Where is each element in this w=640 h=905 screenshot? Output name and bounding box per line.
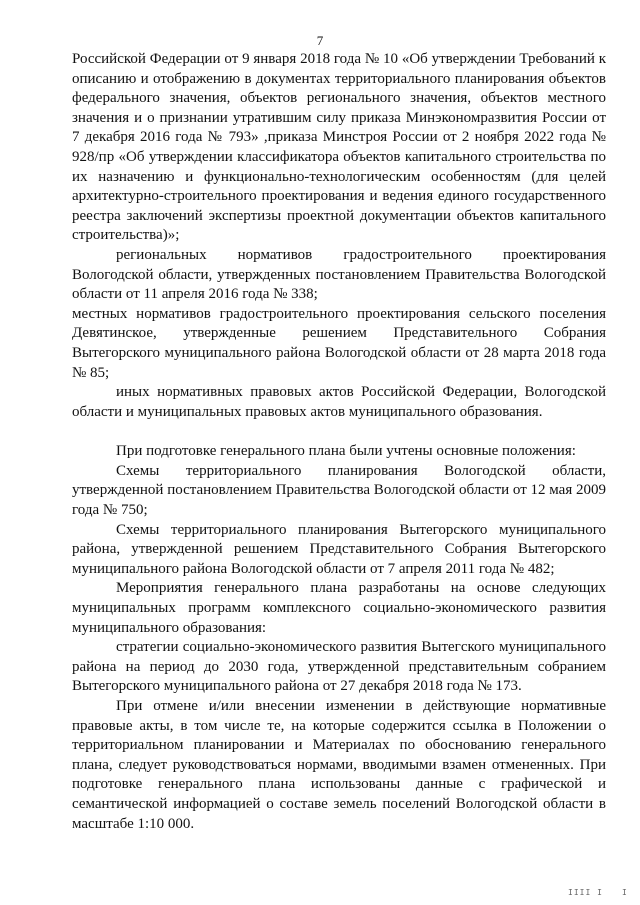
page-number: 7 <box>316 33 324 48</box>
paragraph-other-acts: иных нормативных правовых актов Российской Федерации, Вологодской области и муниципальных правовых актов муниципального образования. <box>72 384 606 420</box>
paragraph-district-scheme: Схемы территориального планирования Вытегорского муниципального района, утвержденной решением Представительного Собрания Вытегорского муниципального района Вологодской области от 7 апреля 2011 года № 482; <box>72 521 606 577</box>
scan-mark-right: I <box>622 888 628 897</box>
scan-mark-left: IIII I <box>568 888 603 897</box>
document-body <box>72 50 606 834</box>
paragraph-measures: Мероприятия генерального плана разработаны на основе следующих муниципальных программ комплексного социально-экономического развития муниципального образования: <box>72 580 606 636</box>
paragraph-basic-provisions: При подготовке генерального плана были учтены основные положения: <box>116 443 576 460</box>
paragraph-regional-standards: региональных нормативов градостроительного проектирования Вологодской области, утвержденных постановлением Правительства Вологодской области от 11 апреля 2016 года № 338; <box>72 246 606 303</box>
paragraph-strategy: стратегии социально-экономического развития Вытегского муниципального района на период до 2030 года, утвержденной представительным собранием Вытегорского муниципального района от 27 декабря 2018 года № 173. <box>72 639 606 695</box>
paragraph-local-standards: местных нормативов градостроительного проектирования сельского поселения Девятинское, утвержденные решением Представительного Собрания Вытегорского муниципального района Вологодской области от 28 марта 2018 года № 85; <box>72 305 606 381</box>
paragraph-regional-scheme: Схемы территориального планирования Вологодской области, утвержденной постановлением Правительства Вологодской области от 12 мая 2009 года № 750; <box>72 462 606 519</box>
paragraph-amendments: При отмене и/или внесении изменении в действующие нормативные правовые акты, в том числе те, на которые содержится ссылка в Положении о территориальном планировании и Материалах по обоснованию генерального плана, следует руководствоваться нормами, вводимыми взамен отмененных. При подготовке генерального плана использованы данные с графической и семантической информацией о составе земель поселений Вологодской области в масштабе 1:10 000. <box>72 698 606 832</box>
paragraph-legal-references: Российской Федерации от 9 января 2018 года № 10 «Об утверждении Требований к описанию и отображению в документах территориального планирования объектов федерального значения, объектов регионального значения, объектов местного значения и о признании утратившим силу приказа Минэкономразвития России от 7 декабря 2016 года № 793» ,приказа Минстроя России от 2 ноября 2022 года № 928/пр «Об утверждении классификатора объектов капитального строительства по их назначению и функционально-технологическим особенностям (для целей архитектурно-строительного проектирования и ведения единого государственного реестра заключений экспертизы проектной документации объектов капитального строительства)»; <box>72 51 606 244</box>
